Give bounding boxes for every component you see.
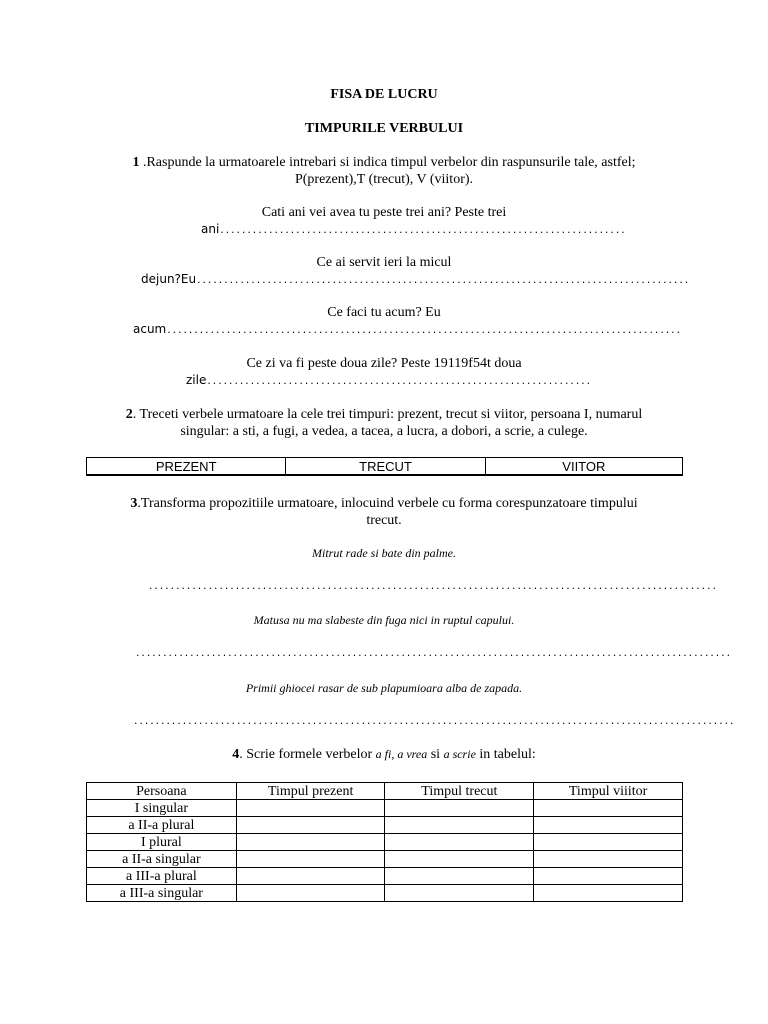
table-cell-empty[interactable]: [534, 800, 683, 817]
ex2-header-viitor: VIITOR: [485, 458, 682, 476]
table-header-row: [87, 458, 683, 476]
ex3-sentence-2: Matusa nu ma slabeste din fuga nici in ruptul capului.: [253, 613, 515, 627]
ex2-table: [86, 457, 683, 476]
ex1-question-2: Ce ai servit ieri la micul: [316, 255, 452, 270]
dotted-line: ...........................................................................................: [196, 276, 690, 286]
page-subtitle: TIMPURILE VERBULUI: [304, 121, 464, 136]
table-cell-empty[interactable]: [534, 834, 683, 851]
table-cell-empty[interactable]: [534, 868, 683, 885]
table-cell-empty[interactable]: [385, 851, 534, 868]
ex4-text-b: si: [427, 747, 444, 762]
ex2-text-line1: . Treceti verbele urmatoare la cele trei timpuri: prezent, trecut si viitor, persoana I, numarul: [132, 407, 643, 422]
ex3-text-line1: .Transforma propozitiile urmatoare, inlocuind verbele cu forma corespunzatoare timpului: [137, 496, 638, 511]
row-label: a II-a plural: [87, 817, 237, 834]
table-row: [87, 851, 683, 868]
ex4-instruction: [0, 747, 768, 763]
table-cell-empty[interactable]: [385, 817, 534, 834]
dotted-line: ..............................................................................................................: [135, 649, 732, 659]
ex1-question-3: Ce faci tu acum? Eu: [327, 305, 441, 320]
ex1-answer-3-line: [133, 322, 681, 338]
ex3-text-line2: trecut.: [366, 513, 402, 528]
ex3-sentence-3: Primii ghiocei rasar de sub plapumioara alba de zapada.: [245, 681, 523, 695]
ex1-text-line1: .Raspunde la urmatoarele intrebari si indica timpul verbelor din raspunsurile tale, astfel;: [139, 155, 636, 170]
dotted-line: ...............................................................................................................: [133, 717, 735, 727]
table-cell-empty[interactable]: [385, 800, 534, 817]
ex1-text-line2: P(prezent),T (trecut), V (viitor).: [294, 172, 474, 187]
ex1-question-1: Cati ani vei avea tu peste trei ani? Peste trei: [261, 205, 507, 220]
ex4-header-prezent: Timpul prezent: [236, 783, 385, 800]
ex2-header-trecut: TRECUT: [286, 458, 485, 476]
ex1-answer-2-lead: dejun?Eu: [141, 272, 197, 286]
ex3-number: 3: [130, 496, 138, 511]
table-cell-empty[interactable]: [534, 885, 683, 902]
ex2-header-prezent: PREZENT: [87, 458, 286, 476]
ex2-instruction-line1: [0, 407, 768, 423]
dotted-line: ...........................................................................: [219, 226, 626, 236]
ex3-sentence-1: Mitrut rade si bate din palme.: [312, 546, 456, 560]
table-cell-empty[interactable]: [236, 885, 385, 902]
ex1-instruction-line1: [0, 155, 768, 171]
ex1-answer-1-lead: ani: [201, 222, 220, 236]
row-label: a II-a singular: [87, 851, 237, 868]
table-row: [87, 800, 683, 817]
ex4-header-persoana: Persoana: [87, 783, 237, 800]
ex2-number: 2: [125, 407, 133, 422]
row-label: I plural: [87, 834, 237, 851]
table-row: [87, 885, 683, 902]
ex1-question-4: Ce zi va fi peste doua zile? Peste 19119f54t doua: [246, 356, 522, 371]
ex4-header-viitor: Timpul viiitor: [534, 783, 683, 800]
ex1-answer-1-line: [201, 222, 626, 238]
dotted-line: ...............................................................................................: [166, 326, 682, 336]
table-cell-empty[interactable]: [534, 851, 683, 868]
table-cell-empty[interactable]: [236, 817, 385, 834]
ex1-number: 1: [132, 155, 140, 170]
row-label: I singular: [87, 800, 237, 817]
ex1-answer-4-lead: zile: [186, 373, 207, 387]
ex2-text-line2: singular: a sti, a fugi, a vedea, a tacea, a lucra, a dobori, a scrie, a culege.: [180, 424, 588, 439]
table-row: [87, 834, 683, 851]
page-title: FISA DE LUCRU: [330, 87, 438, 102]
table-cell-empty[interactable]: [385, 834, 534, 851]
table-cell-empty[interactable]: [385, 868, 534, 885]
ex1-answer-4-line: [186, 373, 591, 389]
ex4-number: 4: [232, 747, 240, 762]
table-cell-empty[interactable]: [534, 817, 683, 834]
ex4-verb-1: a fi, a vrea: [375, 747, 428, 761]
table-header-row: [87, 783, 683, 800]
ex4-text-a: . Scrie formele verbelor: [239, 747, 376, 762]
dotted-line: .......................................................................: [206, 377, 592, 387]
ex4-verb-2: a scrie: [443, 747, 476, 761]
ex3-instruction-line1: [0, 496, 768, 512]
table-cell-empty[interactable]: [236, 868, 385, 885]
table-cell-empty[interactable]: [236, 800, 385, 817]
table-row: [87, 868, 683, 885]
ex1-answer-3-lead: acum: [133, 322, 167, 336]
ex4-table: [86, 782, 683, 902]
dotted-line: .........................................................................................................: [148, 582, 717, 592]
row-label: a III-a singular: [87, 885, 237, 902]
ex4-text-c: in tabelul:: [475, 747, 536, 762]
ex1-answer-2-line: [141, 272, 689, 288]
table-cell-empty[interactable]: [236, 851, 385, 868]
ex4-header-trecut: Timpul trecut: [385, 783, 534, 800]
table-cell-empty[interactable]: [236, 834, 385, 851]
row-label: a III-a plural: [87, 868, 237, 885]
table-row: [87, 817, 683, 834]
table-cell-empty[interactable]: [385, 885, 534, 902]
